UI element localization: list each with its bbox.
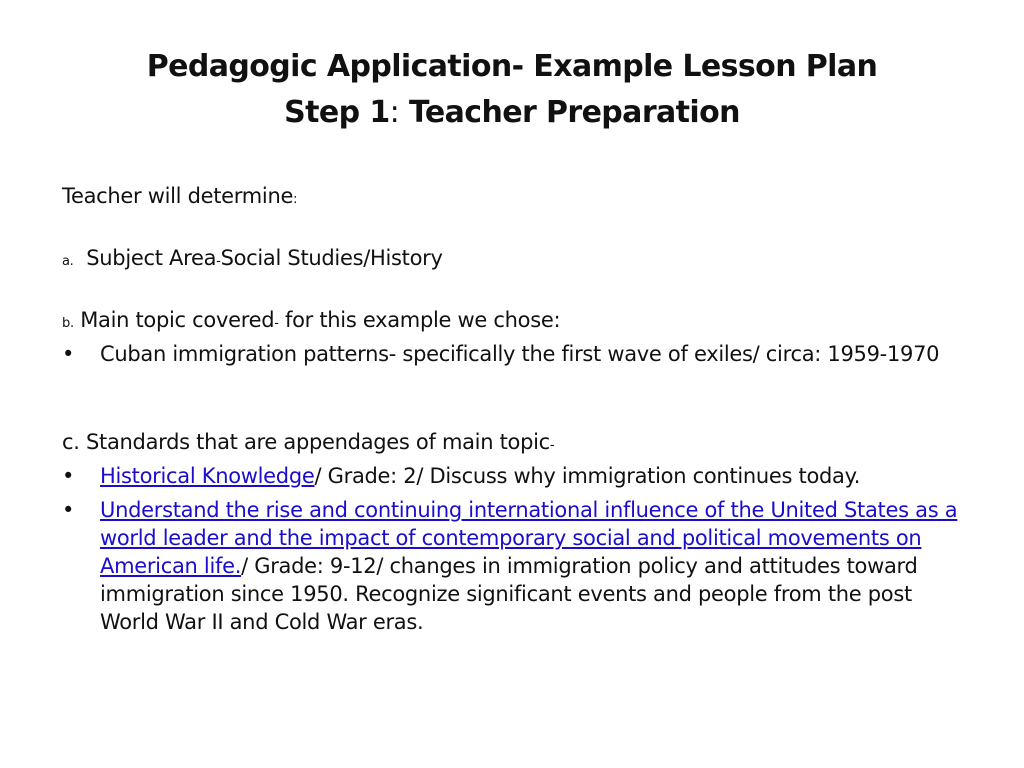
title-step-label: Step 1 [284, 95, 390, 130]
bullet-icon: • [62, 498, 75, 522]
item-a-label-1: Subject Area [86, 246, 217, 270]
item-c-bullet-1-rest: / Grade: 2/ Discuss why immigration continues today. [314, 464, 861, 488]
item-c [62, 428, 554, 460]
item-b-bullet-text: Cuban immigration patterns- specifically the first wave of exiles/ circa: 1959-1970 [100, 342, 940, 366]
intro-suffix: : [293, 192, 298, 207]
item-b-marker: b. [62, 316, 74, 331]
item-b-dash: - [274, 316, 279, 331]
item-c-dash: - [549, 438, 555, 453]
item-a-label-2: Social Studies/History [220, 246, 443, 270]
us-world-leader-standard-link[interactable]: Understand the rise and continuing international influence of the United States as a world leader and the impact of contemporary social and political movements on American life. [100, 498, 958, 578]
item-a-marker: a. [62, 254, 74, 269]
title-step-name: Teacher Preparation [399, 95, 740, 130]
item-b [62, 306, 560, 338]
item-a-dash: - [216, 254, 221, 269]
intro-text: Teacher will determine [62, 184, 294, 208]
title-line-1: Pedagogic Application- Example Lesson Plan [146, 49, 878, 84]
bullet-icon: • [62, 464, 75, 488]
title-colon: : [389, 95, 400, 130]
intro-line [62, 182, 297, 214]
item-c-bullet-2-rest: / Grade: 9-12/ changes in immigration policy and attitudes toward immigration since 1950. Recognize significant events and people from the post World War II and Cold War eras. [100, 554, 918, 634]
historical-knowledge-link[interactable]: Historical Knowledge [100, 464, 315, 488]
item-c-bullet-2-text [100, 496, 960, 636]
bullet-icon: • [62, 342, 75, 366]
item-c-bullet-1-text [100, 462, 960, 490]
item-b-label-1: Main topic covered [80, 308, 275, 332]
title-line-2 [0, 90, 1024, 136]
item-a [62, 244, 443, 276]
slide-title [0, 44, 1024, 136]
item-c-heading: c. Standards that are appendages of main topic [62, 430, 550, 454]
item-b-label-2: for this example we chose: [278, 308, 561, 332]
